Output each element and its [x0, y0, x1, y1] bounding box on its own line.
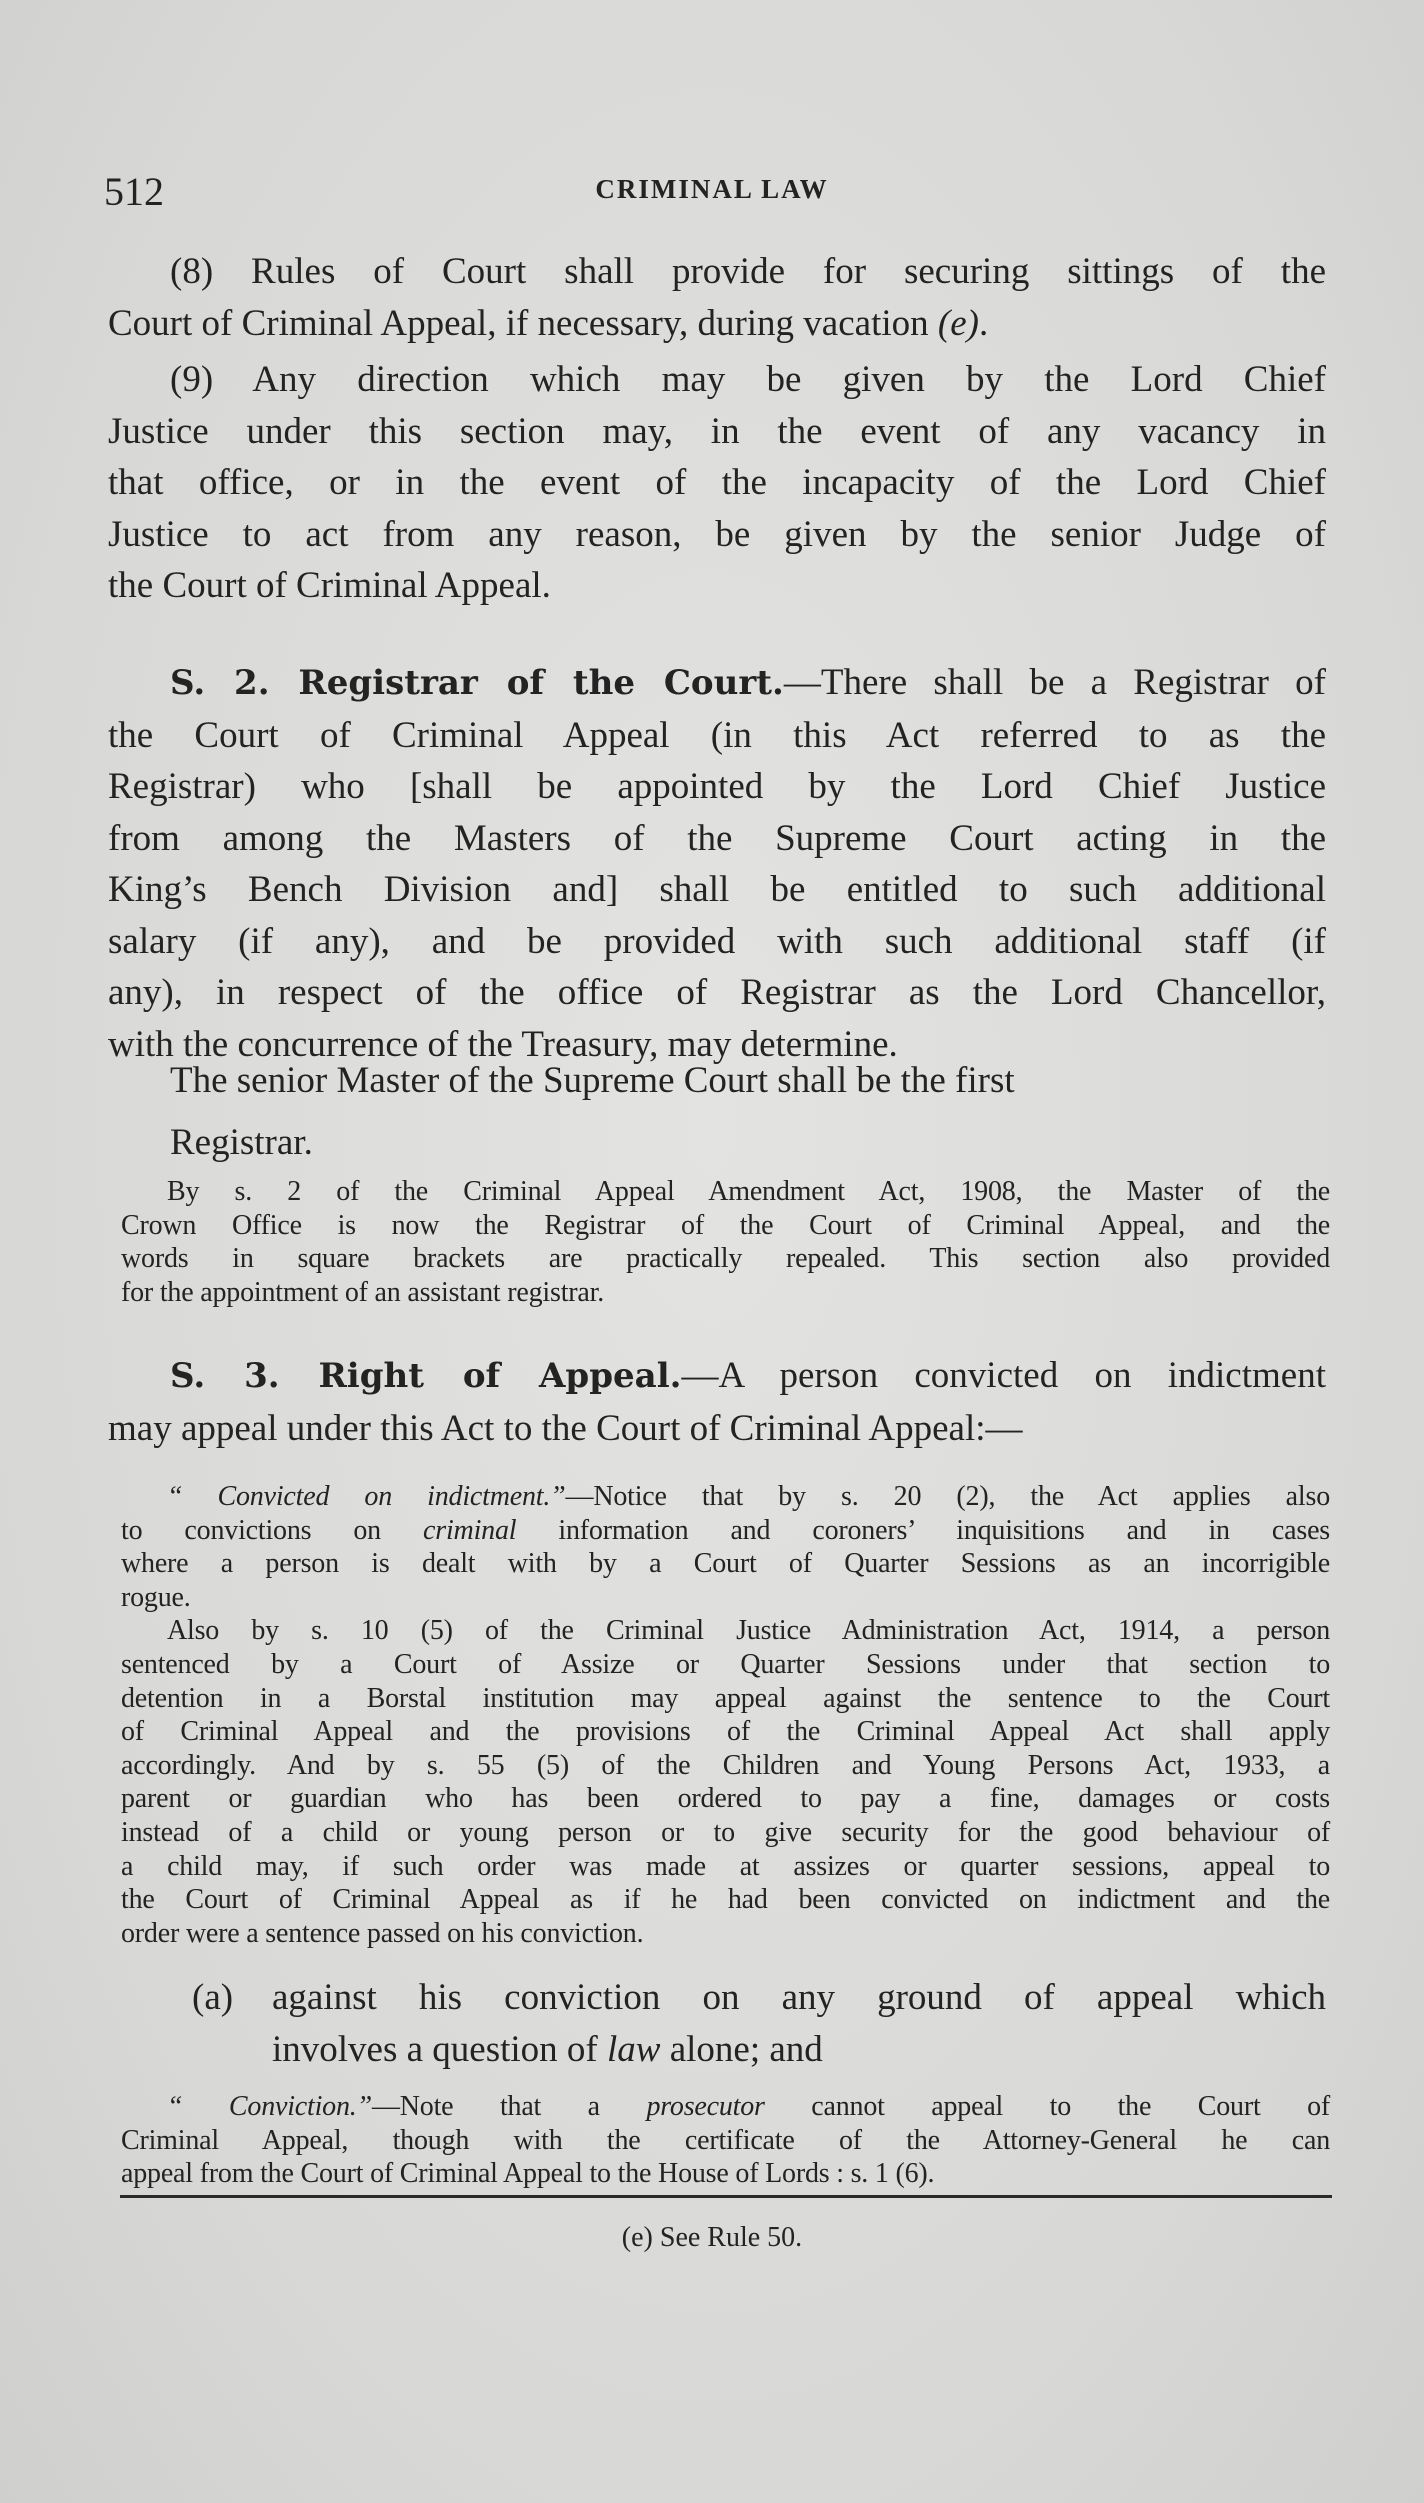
text-run: Registrar.: [170, 1122, 313, 1163]
text-run: cannot appeal to the Court of: [764, 2091, 1330, 2122]
section-2-registrar-end: [108, 1117, 1326, 1169]
text-run: that office, or in the event of the incapacity of the Lord Chief: [108, 462, 1326, 503]
text-line: [272, 1972, 1326, 2024]
text-line: [108, 1117, 1326, 1169]
text-line: [121, 1209, 1330, 1243]
text-run: Criminal Appeal, though with the certificate of the Attorney-General he can: [121, 2124, 1330, 2156]
text-run: against his conviction on any ground of appeal which: [272, 1977, 1326, 2018]
text-line: [272, 2024, 1326, 2076]
text-run: Justice to act from any reason, be given by the senior Judge of: [108, 513, 1326, 555]
text-run: salary (if any), and be provided with such additional staff (if: [108, 920, 1326, 962]
text-line: [108, 246, 1326, 298]
text-line: [121, 1175, 1330, 1209]
text-run: The senior Master of the Supreme Court shall be the first: [170, 1060, 1015, 1101]
text-line: [121, 1883, 1330, 1917]
item-a-label: (a): [192, 1977, 234, 2018]
text-line: [108, 1055, 1326, 1107]
text-run: By s. 2 of the Criminal Appeal Amendment Act, 1908, the Master of the: [167, 1176, 1330, 1207]
italic-run: (e): [937, 302, 979, 344]
text-line: [121, 2090, 1330, 2124]
text-run: any), in respect of the office of Registrar as the Lord Chancellor,: [108, 972, 1326, 1013]
text-line: [108, 457, 1326, 509]
italic-run: “ Conviction.”: [167, 2091, 372, 2122]
text-line: [121, 1917, 1330, 1951]
text-line: [108, 657, 1326, 710]
text-run: may appeal under this Act to the Court of Criminal Appeal:—: [108, 1407, 1023, 1449]
text-run: information and coroners’ inquisitions and in cases: [516, 1514, 1330, 1546]
text-run: —Notice that by s. 20 (2), the Act applies also: [565, 1481, 1330, 1512]
text-run: involves a question of: [272, 2028, 608, 2070]
text-run: the Court of Criminal Appeal.: [108, 565, 551, 606]
text-line: [108, 1350, 1326, 1403]
item-a-text: [272, 1972, 1326, 2075]
text-run: detention in a Borstal institution may appeal against the sentence to the Court: [121, 1682, 1330, 1714]
text-line: [108, 1403, 1326, 1455]
text-run: —Note that a: [371, 2091, 647, 2122]
italic-run: “ Convicted on indictment.”: [167, 1481, 566, 1512]
text-run: .: [978, 302, 989, 344]
italic-run: law: [607, 2028, 661, 2070]
text-line: [121, 1682, 1330, 1716]
running-title: CRIMINAL LAW: [595, 174, 829, 204]
page-number: 512: [104, 169, 164, 214]
text-line: [108, 509, 1326, 561]
text-run: accordingly. And by s. 55 (5) of the Children and Young Persons Act, 1933, a: [121, 1749, 1330, 1781]
text-line: [121, 1242, 1330, 1276]
text-run: the Court of Criminal Appeal as if he had been convicted on indictment and the: [121, 1884, 1330, 1916]
note-section-3: [121, 1480, 1330, 1950]
text-line: [121, 1480, 1330, 1514]
section-3-right-of-appeal: [108, 1350, 1326, 1454]
italic-run: criminal: [423, 1514, 517, 1546]
footnote-e: (e) See Rule 50.: [621, 2222, 803, 2253]
text-line: [121, 1276, 1330, 1310]
text-line: [121, 1581, 1330, 1615]
text-run: order were a sentence passed on his conviction.: [121, 1917, 644, 1949]
text-line: [121, 1782, 1330, 1816]
text-line: [121, 1614, 1330, 1648]
text-run: Registrar) who [shall be appointed by the Lord Chief Justice: [108, 766, 1326, 807]
text-line: [108, 813, 1326, 865]
section-heading: S. 2. Registrar of the Court.: [170, 663, 784, 703]
text-line: [121, 1850, 1330, 1884]
text-run: words in square brackets are practically repealed. This section also provided: [121, 1243, 1330, 1275]
text-line: [108, 761, 1326, 813]
section-heading: S. 3. Right of Appeal.: [170, 1356, 682, 1396]
text-run: instead of a child or young person or to give security for the good behaviour of: [121, 1816, 1330, 1848]
text-run: (9) Any direction which may be given by the Lord Chief: [170, 359, 1326, 400]
text-line: [108, 864, 1326, 916]
paragraph-9: [108, 354, 1326, 612]
footnote-divider: [120, 2195, 1332, 2198]
note-section-2: [121, 1175, 1330, 1309]
text-run: (8) Rules of Court shall provide for securing sittings of the: [170, 251, 1326, 292]
text-run: the Court of Criminal Appeal (in this Act referred to as the: [108, 714, 1326, 756]
text-line: [121, 1514, 1330, 1548]
text-line: [108, 710, 1326, 762]
text-run: Crown Office is now the Registrar of the Court of Criminal Appeal, and the: [121, 1209, 1330, 1241]
text-run: of Criminal Appeal and the provisions of the Criminal Appeal Act shall apply: [121, 1716, 1330, 1748]
text-line: [121, 1749, 1330, 1783]
text-run: where a person is dealt with by a Court of Quarter Sessions as an incorrigible: [121, 1548, 1330, 1580]
text-line: [108, 916, 1326, 968]
text-line: [121, 1816, 1330, 1850]
text-run: Justice under this section may, in the event of any vacancy in: [108, 410, 1326, 452]
text-run: alone; and: [660, 2028, 823, 2070]
text-line: [108, 354, 1326, 406]
text-run: a child may, if such order was made at assizes or quarter sessions, appeal to: [121, 1850, 1330, 1882]
text-line: [108, 298, 1326, 350]
text-line: [121, 1715, 1330, 1749]
text-line: [121, 2124, 1330, 2158]
text-run: —A person convicted on indictment: [681, 1355, 1326, 1396]
note-conviction: [121, 2090, 1330, 2191]
text-run: appeal from the Court of Criminal Appeal to the House of Lords : s. 1 (6).: [121, 2158, 935, 2190]
text-line: [108, 560, 1326, 612]
text-run: from among the Masters of the Supreme Court acting in the: [108, 817, 1326, 859]
text-run: parent or guardian who has been ordered to pay a fine, damages or costs: [121, 1783, 1330, 1815]
text-line: [121, 1648, 1330, 1682]
text-line: [121, 2157, 1330, 2191]
paragraph-8: [108, 246, 1326, 349]
text-line: [121, 1547, 1330, 1581]
text-run: King’s Bench Division and] shall be entitled to such additional: [108, 869, 1326, 910]
section-2-registrar: [108, 657, 1326, 1070]
text-run: sentenced by a Court of Assize or Quarter Sessions under that section to: [121, 1648, 1330, 1680]
text-run: to convictions on: [121, 1514, 424, 1546]
text-run: —There shall be a Registrar of: [783, 662, 1326, 703]
text-line: [108, 406, 1326, 458]
italic-run: prosecutor: [646, 2091, 765, 2122]
text-run: Court of Criminal Appeal, if necessary, during vacation: [108, 302, 938, 344]
text-run: Also by s. 10 (5) of the Criminal Justice Administration Act, 1914, a person: [167, 1615, 1330, 1647]
text-run: for the appointment of an assistant registrar.: [121, 1276, 605, 1308]
section-2-senior-master: [108, 1055, 1326, 1107]
text-run: with the concurrence of the Treasury, may determine.: [108, 1023, 898, 1065]
text-line: [108, 967, 1326, 1019]
text-run: rogue.: [121, 1581, 191, 1613]
